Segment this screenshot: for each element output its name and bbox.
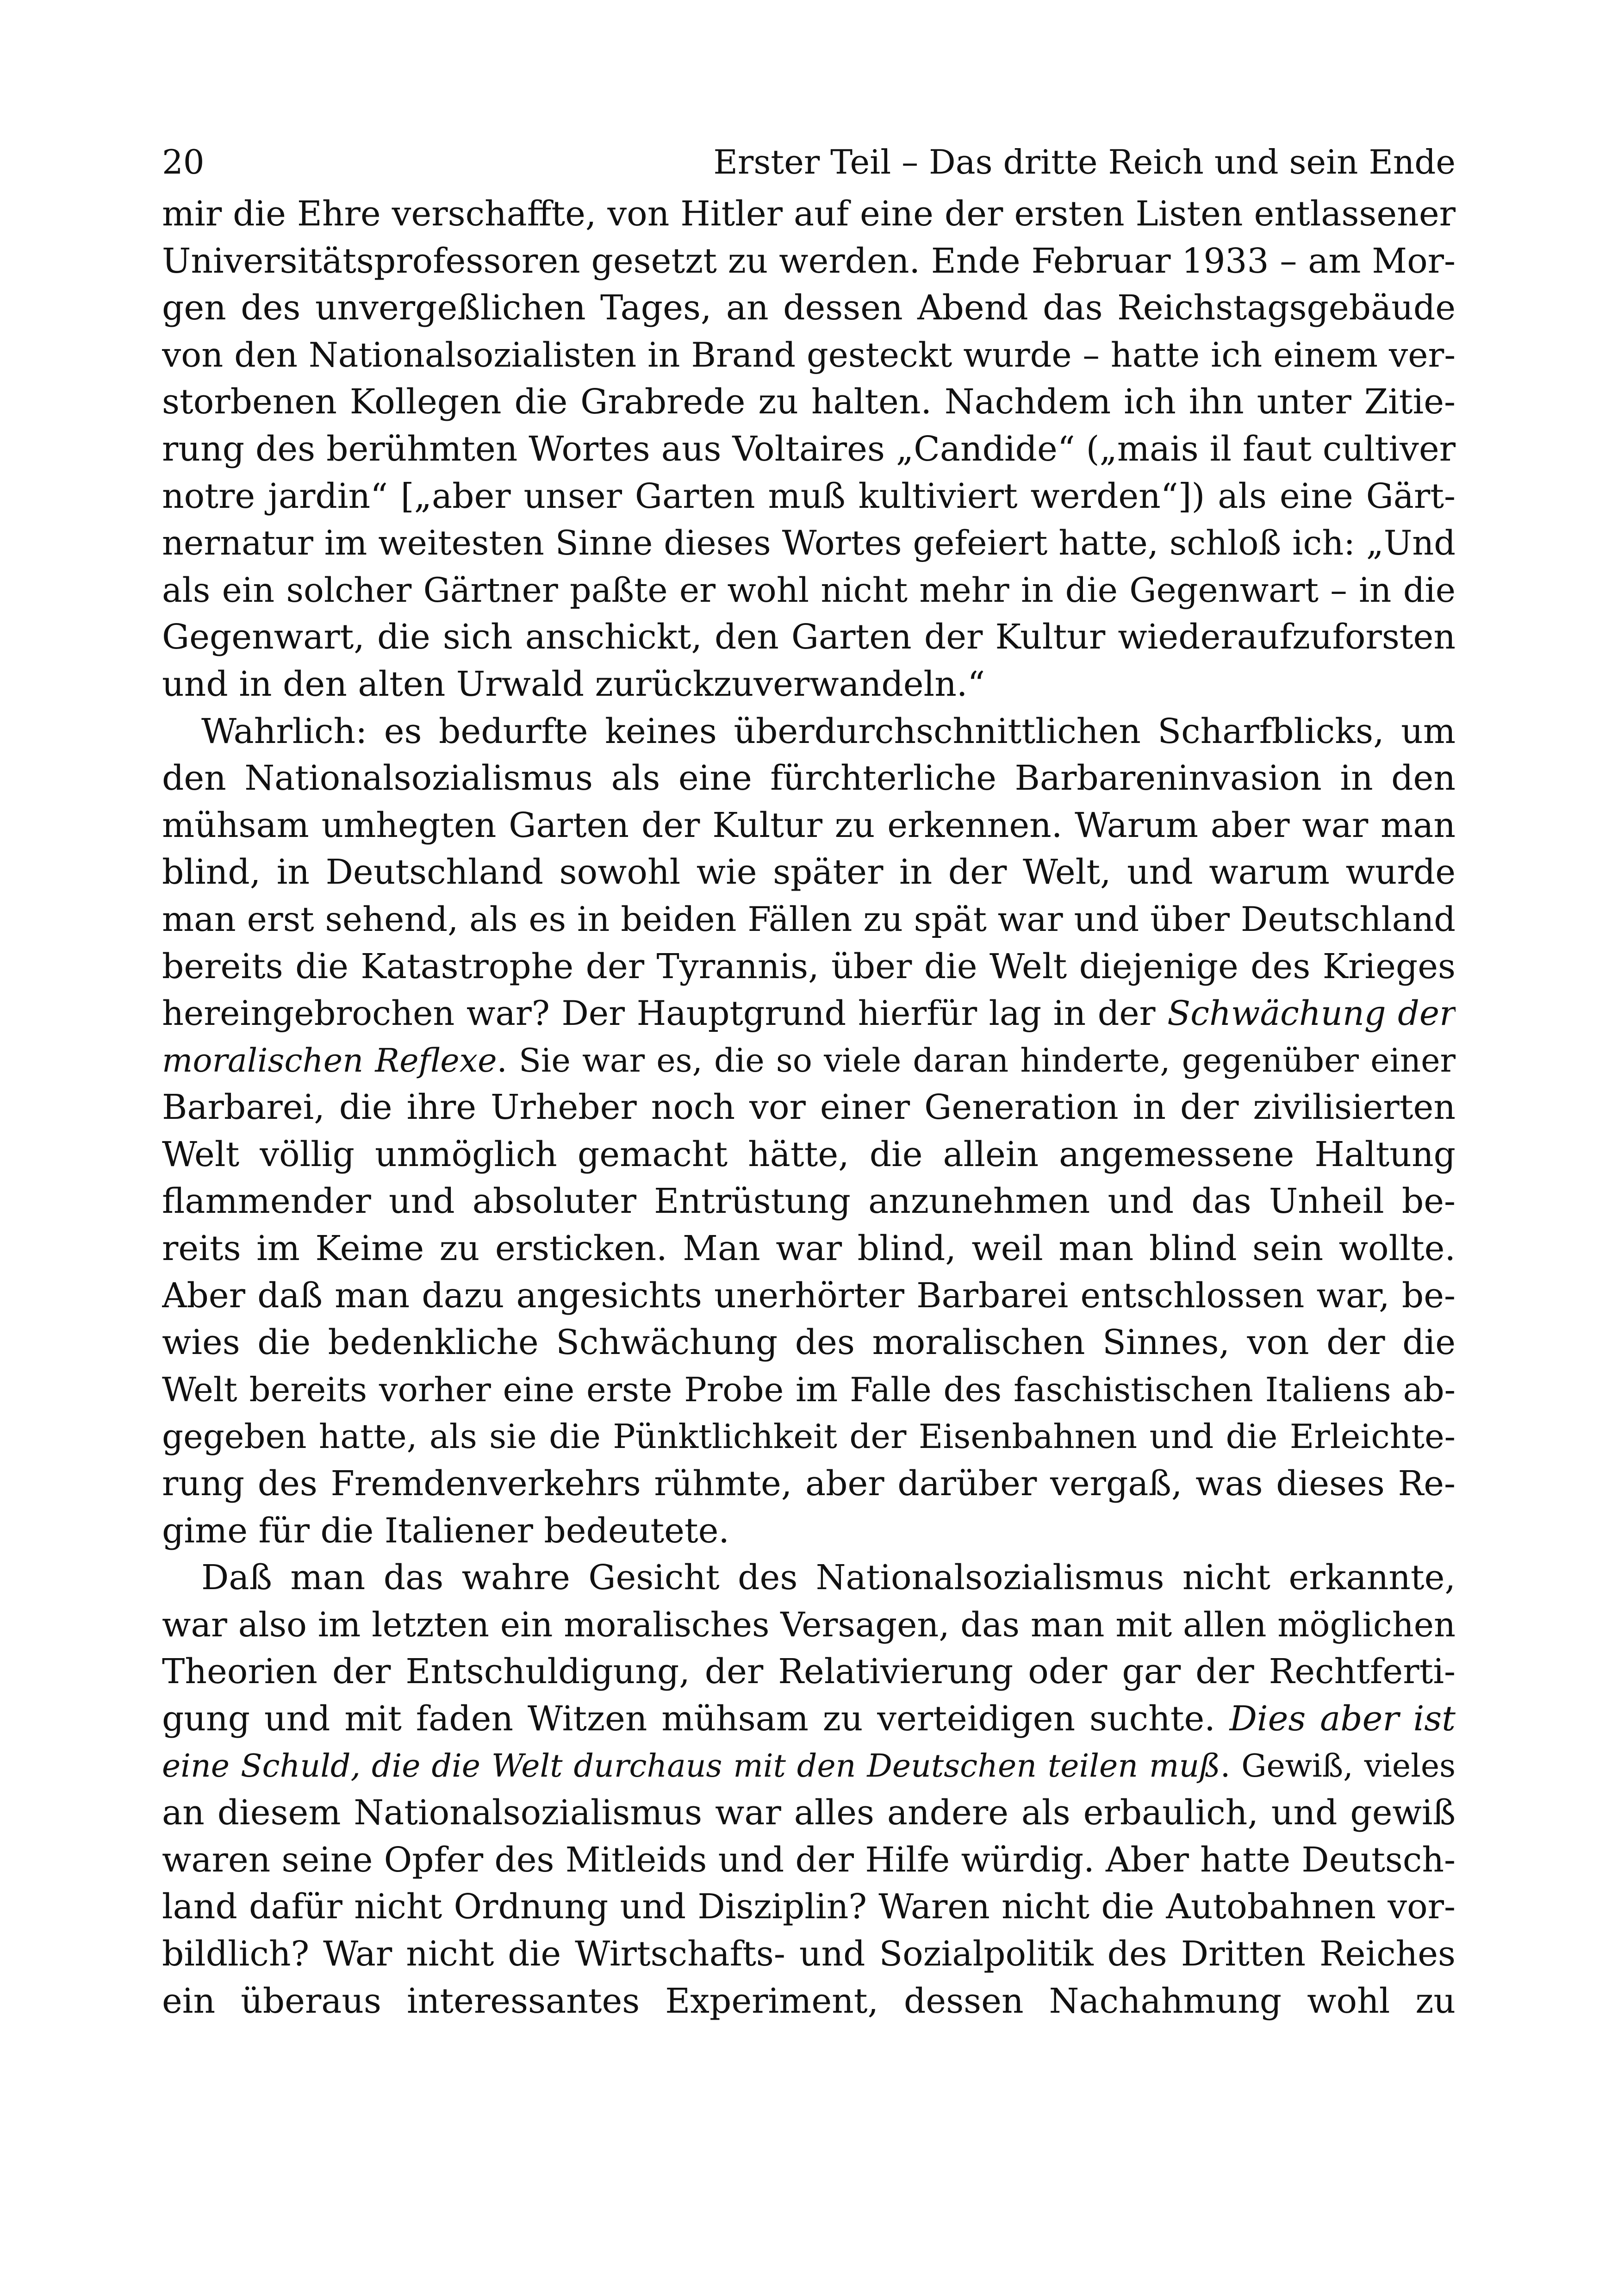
text-line (162, 1648, 1456, 1696)
text-segment: an diesem Nationalsozialismus war alles andere als erbaulich, und gewiß (162, 1793, 1456, 1833)
text-line (162, 943, 1456, 991)
text-line (162, 755, 1456, 802)
text-segment: Universitätsprofessoren gesetzt zu werden. Ende Februar 1933 – am Mor- (162, 241, 1456, 281)
italic-text: Dies aber ist (1229, 1699, 1456, 1739)
text-line (162, 1508, 1456, 1555)
italic-text: Schwächung der (1167, 994, 1456, 1034)
text-segment: war also im letzten ein moralisches Versagen, das man mit allen möglichen (162, 1605, 1456, 1645)
text-segment: Welt bereits vorher eine erste Probe im Falle des faschistischen Italiens ab- (162, 1370, 1456, 1409)
text-segment: rung des Fremdenverkehrs rühmte, aber darüber vergaß, was dieses Re- (162, 1464, 1456, 1504)
text-line (162, 238, 1456, 285)
text-segment: und in den alten Urwald zurückzuverwandeln.“ (162, 664, 985, 704)
text-line (162, 661, 1456, 708)
text-segment: gung und mit faden Witzen mühsam zu verteidigen suchte. (162, 1699, 1230, 1739)
text-segment: wies die bedenkliche Schwächung des moralischen Sinnes, von der die (162, 1323, 1456, 1363)
text-segment: Wahrlich: es bedurfte keines überdurchschnittlichen Scharfblicks, um (201, 711, 1456, 751)
text-segment: von den Nationalsozialisten in Brand gesteckt wurde – hatte ich einem ver- (162, 335, 1456, 375)
text-line (162, 708, 1456, 755)
text-segment: reits im Keime zu ersticken. Man war blind, weil man blind sein wollte. (162, 1229, 1456, 1269)
book-page (162, 139, 1456, 2222)
text-segment: notre jardin“ [„aber unser Garten muß kultiviert werden“]) als eine Gärt- (162, 476, 1456, 516)
text-segment: flammender und absoluter Entrüstung anzunehmen und das Unheil be- (162, 1181, 1456, 1222)
text-segment: als ein solcher Gärtner paßte er wohl nicht mehr in die Gegenwart – in die (162, 570, 1456, 610)
italic-text: moralischen Reflexe (162, 1041, 497, 1079)
text-line (162, 1225, 1456, 1273)
text-segment: blind, in Deutschland sowohl wie später in der Welt, und warum wurde (162, 852, 1456, 892)
text-line (162, 1884, 1456, 1931)
text-segment: man erst sehend, als es in beiden Fällen zu spät war und über Deutschland (162, 899, 1456, 939)
italic-text: eine Schuld, die die Welt durchaus mit den Deutschen teilen muß (162, 1747, 1220, 1784)
text-segment: Theorien der Entschuldigung, der Relativierung oder gar der Rechtferti- (162, 1652, 1456, 1692)
text-segment: storbenen Kollegen die Grabrede zu halten. Nachdem ich ihn unter Zitie- (162, 382, 1456, 422)
text-line (162, 1037, 1456, 1085)
text-segment: bildlich? War nicht die Wirtschafts- und Sozialpolitik des Dritten Reiches (162, 1934, 1456, 1974)
text-segment: gegeben hatte, als sie die Pünktlichkeit der Eisenbahnen und die Erleichte- (162, 1417, 1456, 1456)
text-segment: . Gewiß, vieles (1220, 1747, 1456, 1784)
text-line (162, 567, 1456, 614)
text-line (162, 802, 1456, 849)
text-segment: mir die Ehre verschaffte, von Hitler auf eine der ersten Listen entlassener (162, 194, 1456, 234)
text-line (162, 1978, 1456, 2025)
text-line (162, 285, 1456, 332)
text-line (162, 1743, 1456, 1790)
text-line (162, 1084, 1456, 1131)
text-line (162, 379, 1456, 426)
text-segment: Aber daß man dazu angesichts unerhörter Barbarei entschlossen war, be- (162, 1275, 1456, 1316)
text-line (162, 332, 1456, 379)
text-segment: ein überaus interessantes Experiment, dessen Nachahmung wohl zu (162, 1981, 1456, 2021)
text-line (162, 426, 1456, 473)
text-line (162, 1131, 1456, 1179)
text-segment: mühsam umhegten Garten der Kultur zu erkennen. Warum aber war man (162, 805, 1456, 845)
running-title: Erster Teil – Das dritte Reich und sein Ende (713, 143, 1456, 181)
text-segment: . Sie war es, die so viele daran hinderte, gegenüber einer (497, 1041, 1456, 1079)
text-line (162, 1460, 1456, 1508)
text-segment: Barbarei, die ihre Urheber noch vor einer Generation in der zivilisierten (162, 1087, 1456, 1128)
text-segment: gen des unvergeßlichen Tages, an dessen Abend das Reichstagsgebäude (162, 288, 1456, 328)
text-line (162, 191, 1456, 238)
text-line (162, 1366, 1456, 1414)
text-line (162, 1790, 1456, 1837)
text-line (162, 990, 1456, 1037)
page-number: 20 (162, 143, 205, 181)
text-line (162, 1273, 1456, 1320)
text-segment: Welt völlig unmöglich gemacht hätte, die allein angemessene Haltung (162, 1134, 1456, 1174)
text-line (162, 1319, 1456, 1366)
text-line (162, 1837, 1456, 1884)
text-segment: Daß man das wahre Gesicht des Nationalsozialismus nicht erkannte, (201, 1558, 1456, 1598)
text-segment: bereits die Katastrophe der Tyrannis, über die Welt diejenige des Krieges (162, 946, 1456, 986)
text-line (162, 520, 1456, 567)
text-line (162, 1554, 1456, 1602)
text-segment: Gegenwart, die sich anschickt, den Garten der Kultur wiederaufzuforsten (162, 617, 1456, 657)
text-line (162, 1931, 1456, 1978)
running-head (162, 139, 1456, 185)
text-segment: hereingebrochen war? Der Hauptgrund hierfür lag in der (162, 994, 1168, 1034)
text-line (162, 614, 1456, 661)
body-text (162, 191, 1456, 2025)
text-line (162, 1696, 1456, 1743)
text-segment: land dafür nicht Ordnung und Disziplin? Waren nicht die Autobahnen vor- (162, 1887, 1456, 1927)
text-line (162, 896, 1456, 943)
text-segment: waren seine Opfer des Mitleids und der Hilfe würdig. Aber hatte Deutsch- (162, 1840, 1456, 1880)
text-line (162, 1602, 1456, 1649)
text-segment: nernatur im weitesten Sinne dieses Wortes gefeiert hatte, schloß ich: „Und (162, 524, 1456, 563)
text-segment: rung des berühmten Wortes aus Voltaires „Candide“ („mais il faut cultiver (162, 429, 1456, 469)
text-segment: den Nationalsozialismus als eine fürchterliche Barbareninvasion in den (162, 758, 1456, 799)
text-line (162, 1413, 1456, 1460)
text-segment: gime für die Italiener bedeutete. (162, 1510, 729, 1551)
text-line (162, 1178, 1456, 1225)
text-line (162, 849, 1456, 896)
text-line (162, 473, 1456, 520)
